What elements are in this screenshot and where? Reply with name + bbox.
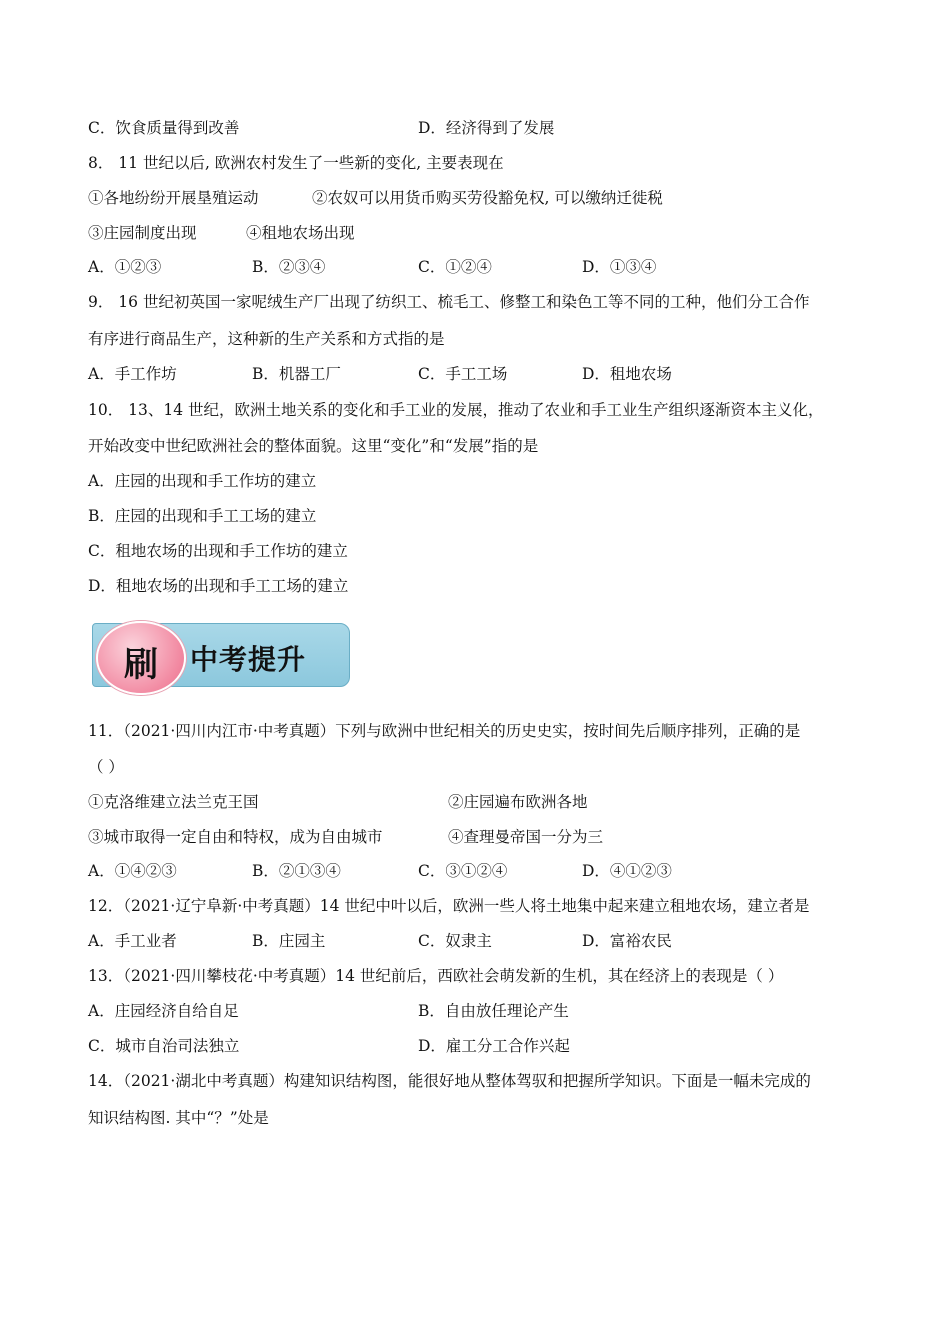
- q13-stem: 13．（2021·四川攀枝花·中考真题）14 世纪前后，西欧社会萌发新的生机，其在经济上的表现是（ ）: [88, 967, 784, 985]
- q8-item-1: ①各地纷纷开展垦殖运动: [88, 189, 259, 207]
- q10-option-b: B．庄园的出现和手工工场的建立: [88, 507, 317, 525]
- q11-stem-line2: （ ）: [88, 758, 124, 776]
- q10-stem-line1: 10． 13、14 世纪，欧洲土地关系的变化和手工业的发展，推动了农业和手工业生产组织逐渐资本主义化，: [88, 401, 824, 419]
- banner-badge-text: 刷: [124, 645, 158, 685]
- q8-stem: 8． 11 世纪以后, 欧洲农村发生了一些新的变化, 主要表现在: [88, 154, 504, 172]
- banner-title: 中考提升: [190, 643, 307, 676]
- q7-option-d: D．经济得到了发展: [418, 119, 555, 137]
- q13-option-d: D．雇工分工合作兴起: [418, 1037, 570, 1055]
- q7-option-c: C．饮食质量得到改善: [88, 119, 240, 137]
- q11-item-4: ④查理曼帝国一分为三: [448, 828, 604, 846]
- q13-option-c: C．城市自治司法独立: [88, 1037, 240, 1055]
- banner-badge: [96, 621, 186, 695]
- q8-option-d: D．①③④: [582, 258, 657, 276]
- q11-item-3: ③城市取得一定自由和特权，成为自由城市: [88, 828, 383, 846]
- q14-stem-line2: 知识结构图. 其中“？”处是: [88, 1109, 269, 1127]
- q11-item-2: ②庄园遍布欧洲各地: [448, 793, 588, 811]
- q9-option-d: D．租地农场: [582, 365, 672, 383]
- q9-option-b: B．机器工厂: [252, 365, 341, 383]
- q11-option-a: A．①④②③: [88, 862, 177, 880]
- q14-stem-line1: 14．（2021·湖北中考真题）构建知识结构图，能很好地从整体驾驭和把握所学知识。下面是一幅未完成的: [88, 1072, 811, 1090]
- q9-option-a: A．手工作坊: [88, 365, 177, 383]
- q12-option-d: D．富裕农民: [582, 932, 672, 950]
- q8-option-b: B．②③④: [252, 258, 326, 276]
- q10-stem-line2: 开始改变中世纪欧洲社会的整体面貌。这里“变化”和“发展”指的是: [88, 437, 539, 455]
- q8-item-4: ④租地农场出现: [246, 224, 355, 242]
- q8-item-2: ②农奴可以用货币购买劳役豁免权, 可以缴纳迁徙税: [312, 189, 663, 207]
- section-banner: [92, 621, 350, 691]
- q11-option-d: D．④①②③: [582, 862, 672, 880]
- q12-option-b: B．庄园主: [252, 932, 326, 950]
- q10-option-a: A．庄园的出现和手工作坊的建立: [88, 472, 317, 490]
- q13-option-b: B．自由放任理论产生: [418, 1002, 569, 1020]
- q9-stem-line2: 有序进行商品生产，这种新的生产关系和方式指的是: [88, 330, 445, 348]
- q11-option-c: C．③①②④: [418, 862, 508, 880]
- q11-item-1: ①克洛维建立法兰克王国: [88, 793, 259, 811]
- q11-option-b: B．②①③④: [252, 862, 341, 880]
- q12-option-a: A．手工业者: [88, 932, 177, 950]
- q10-option-d: D．租地农场的出现和手工工场的建立: [88, 577, 349, 595]
- q8-option-c: C．①②④: [418, 258, 492, 276]
- q13-option-a: A．庄园经济自给自足: [88, 1002, 239, 1020]
- q12-option-c: C．奴隶主: [418, 932, 492, 950]
- q9-option-c: C．手工工场: [418, 365, 508, 383]
- q8-option-a: A．①②③: [88, 258, 162, 276]
- q10-option-c: C．租地农场的出现和手工作坊的建立: [88, 542, 348, 560]
- q12-stem: 12．（2021·辽宁阜新·中考真题）14 世纪中叶以后，欧洲一些人将土地集中起来建立租地农场，建立者是: [88, 897, 810, 915]
- q9-stem-line1: 9． 16 世纪初英国一家呢绒生产厂出现了纺织工、梳毛工、修整工和染色工等不同的工种，他们分工合作: [88, 293, 810, 311]
- q11-stem-line1: 11．（2021·四川内江市·中考真题）下列与欧洲中世纪相关的历史史实，按时间先后顺序排列，正确的是: [88, 722, 801, 740]
- q8-item-3: ③庄园制度出现: [88, 224, 197, 242]
